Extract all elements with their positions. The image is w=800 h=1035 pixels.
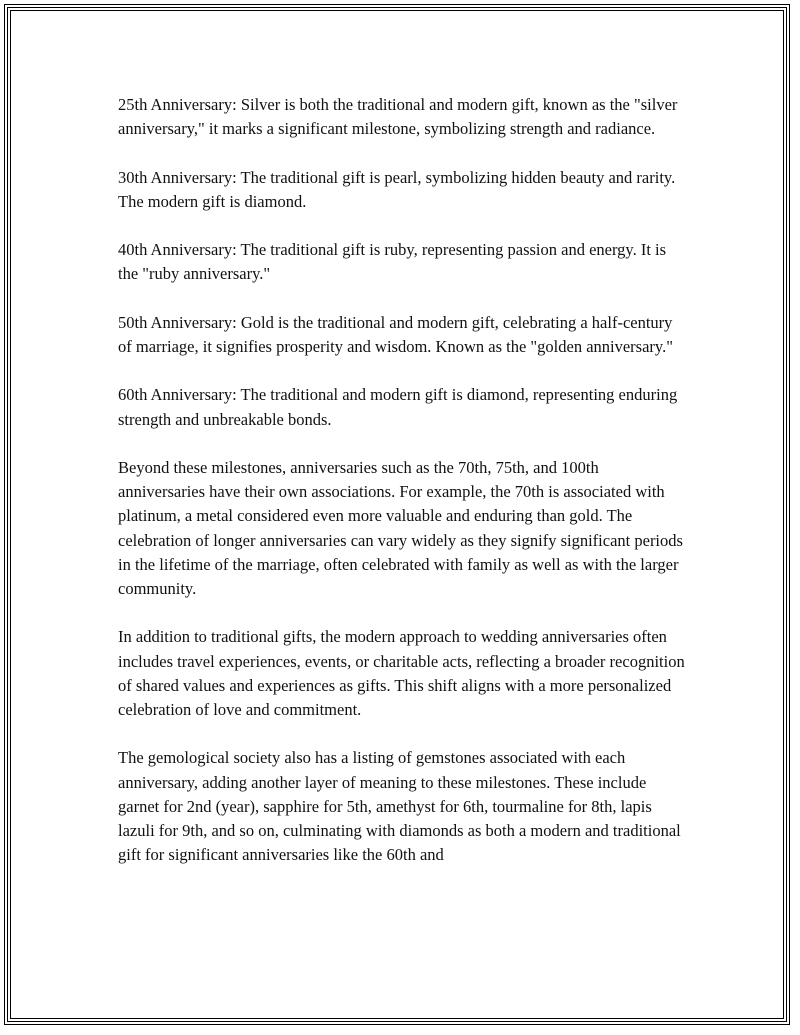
paragraph-25th-anniversary: 25th Anniversary: Silver is both the traditional and modern gift, known as the "silver anniversary," it marks a significant milestone, symbolizing strength and radiance. [118, 95, 678, 139]
paragraph-60th-anniversary: 60th Anniversary: The traditional and modern gift is diamond, representing enduring strength and unbreakable bonds. [118, 385, 678, 429]
paragraph-30th-anniversary: 30th Anniversary: The traditional gift is pearl, symbolizing hidden beauty and rarity. The modern gift is diamond. [118, 167, 676, 211]
document-body [118, 93, 688, 892]
paragraph-40th-anniversary: 40th Anniversary: The traditional gift is ruby, representing passion and energy. It is the "ruby anniversary." [118, 240, 667, 284]
paragraph-gemological-society: The gemological society also has a listing of gemstones associated with each anniversary, adding another layer of meaning to these milestones. These include garnet for 2nd (year), sapphire for 5th, amethyst for 6th, tourmaline for 8th, lapis lazuli for 9th, and so on, culminating with diamonds as both a modern and traditional gift for significant anniversaries like the 60th and [118, 748, 681, 865]
paragraph-modern-approach: In addition to traditional gifts, the modern approach to wedding anniversaries often includes travel experiences, events, or charitable acts, reflecting a broader recognition of shared values and experiences as gifts. This shift aligns with a more personalized celebration of love and commitment. [118, 627, 685, 719]
paragraph-50th-anniversary: 50th Anniversary: Gold is the traditional and modern gift, celebrating a half-century of marriage, it signifies prosperity and wisdom. Known as the "golden anniversary." [118, 312, 673, 356]
paragraph-beyond-milestones: Beyond these milestones, anniversaries such as the 70th, 75th, and 100th anniversaries have their own associations. For example, the 70th is associated with platinum, a metal considered even more valuable and enduring than gold. The celebration of longer anniversaries can vary widely as they signify significant periods in the lifetime of the marriage, often celebrated with family as well as with the larger community. [118, 457, 683, 598]
